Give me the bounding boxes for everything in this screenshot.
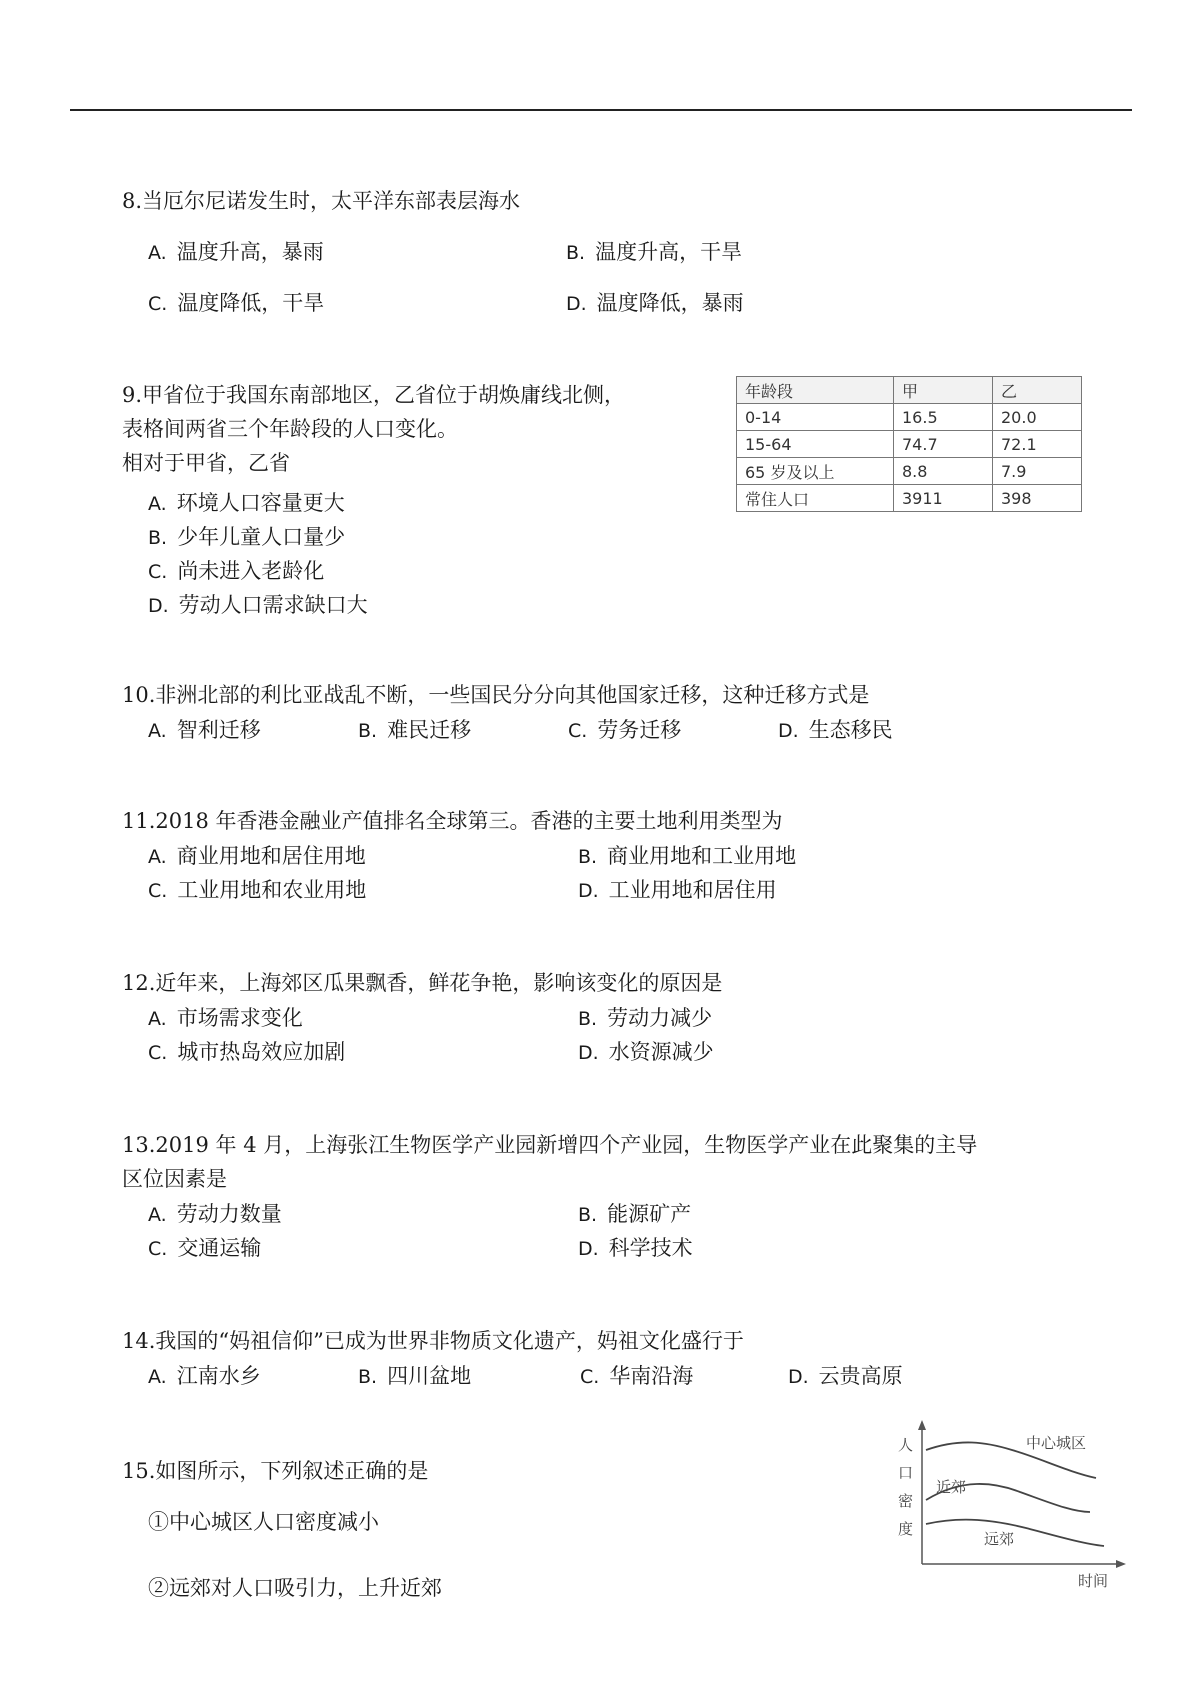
option-d[interactable]: D. 云贵高原	[788, 1364, 903, 1388]
population-density-figure	[890, 1420, 1130, 1592]
option-c[interactable]: C. 劳务迁移	[568, 718, 682, 742]
table-row	[737, 431, 1082, 458]
table-cell: 7.9	[993, 458, 1082, 485]
table-cell: 20.0	[993, 404, 1082, 431]
question-13	[122, 1128, 977, 1196]
y-axis-label-char: 人	[898, 1436, 914, 1454]
y-axis-label-char: 密	[898, 1492, 914, 1510]
option-c[interactable]: C. 华南沿海	[580, 1364, 694, 1388]
question-stem: 14.我国的“妈祖信仰”已成为世界非物质文化遗产，妈祖文化盛行于	[122, 1329, 744, 1353]
statement-2[interactable]: ②远郊对人口吸引力，上升近郊	[148, 1576, 442, 1600]
table-header-cell: 乙	[993, 377, 1082, 404]
table-row	[737, 485, 1082, 512]
curve-label: 远郊	[984, 1530, 1015, 1548]
option-d[interactable]: D. 工业用地和居住用	[578, 878, 777, 902]
option-b[interactable]: B. 能源矿产	[578, 1202, 692, 1226]
option-d[interactable]: D. 温度降低，暴雨	[566, 291, 744, 315]
table-cell: 65 岁及以上	[737, 458, 894, 485]
table-header-cell: 甲	[894, 377, 993, 404]
option-b[interactable]: B. 温度升高，干旱	[566, 240, 743, 264]
question-stem: 15.如图所示，下列叙述正确的是	[122, 1459, 429, 1483]
option-a[interactable]: A. 商业用地和居住用地	[148, 844, 366, 868]
question-stem-line: 13.2019 年 4 月，上海张江生物医学产业园新增四个产业园，生物医学产业在此聚集的主导	[122, 1133, 978, 1157]
option-d[interactable]: D. 水资源减少	[578, 1040, 714, 1064]
option-d[interactable]: D. 科学技术	[578, 1236, 693, 1260]
population-table	[736, 376, 1082, 512]
curve-label: 近郊	[936, 1478, 967, 1496]
option-b[interactable]: B. 难民迁移	[358, 718, 472, 742]
question-14	[122, 1324, 744, 1358]
question-stem: 11.2018 年香港金融业产值排名全球第三。香港的主要土地利用类型为	[122, 809, 783, 833]
y-axis-label-char: 口	[898, 1464, 914, 1482]
option-d[interactable]: D. 劳动人口需求缺口大	[148, 593, 368, 617]
option-b[interactable]: B. 劳动力减少	[578, 1006, 713, 1030]
option-a[interactable]: A. 环境人口容量更大	[148, 491, 345, 515]
option-c[interactable]: C. 尚未进入老龄化	[148, 559, 325, 583]
table-cell: 15-64	[737, 431, 894, 458]
table-cell: 常住人口	[737, 485, 894, 512]
option-a[interactable]: A. 江南水乡	[148, 1364, 261, 1388]
question-11	[122, 804, 783, 838]
x-axis-label: 时间	[1078, 1572, 1109, 1590]
question-10	[122, 678, 869, 712]
header-rule	[70, 109, 1132, 111]
table-cell: 398	[993, 485, 1082, 512]
question-stem-line: 区位因素是	[122, 1167, 227, 1191]
y-axis-arrow-icon	[918, 1420, 926, 1430]
option-b[interactable]: B. 少年儿童人口量少	[148, 525, 346, 549]
option-a[interactable]: A. 劳动力数量	[148, 1202, 282, 1226]
question-8	[122, 184, 520, 218]
question-stem: 8.当厄尔尼诺发生时，太平洋东部表层海水	[122, 189, 521, 213]
option-c[interactable]: C. 城市热岛效应加剧	[148, 1040, 346, 1064]
table-header-cell: 年龄段	[737, 377, 894, 404]
question-stem-line: 9.甲省位于我国东南部地区，乙省位于胡焕庸线北侧，	[122, 383, 626, 407]
option-c[interactable]: C. 温度降低，干旱	[148, 291, 325, 315]
question-9	[122, 378, 625, 480]
table-cell: 16.5	[894, 404, 993, 431]
question-stem-line: 相对于甲省，乙省	[122, 451, 290, 475]
question-stem-line: 表格间两省三个年龄段的人口变化。	[122, 417, 458, 441]
question-15	[122, 1454, 428, 1488]
option-a[interactable]: A. 市场需求变化	[148, 1006, 303, 1030]
table-cell: 8.8	[894, 458, 993, 485]
statement-1[interactable]: ①中心城区人口密度减小	[148, 1510, 379, 1534]
x-axis-arrow-icon	[1116, 1560, 1126, 1568]
table-row	[737, 404, 1082, 431]
option-c[interactable]: C. 交通运输	[148, 1236, 262, 1260]
option-a[interactable]: A. 温度升高，暴雨	[148, 240, 324, 264]
option-b[interactable]: B. 商业用地和工业用地	[578, 844, 797, 868]
table-cell: 72.1	[993, 431, 1082, 458]
question-12	[122, 966, 722, 1000]
option-c[interactable]: C. 工业用地和农业用地	[148, 878, 367, 902]
table-cell: 3911	[894, 485, 993, 512]
option-b[interactable]: B. 四川盆地	[358, 1364, 472, 1388]
option-d[interactable]: D. 生态移民	[778, 718, 893, 742]
table-header-row	[737, 377, 1082, 404]
question-stem: 10.非洲北部的利比亚战乱不断，一些国民分分向其他国家迁移，这种迁移方式是	[122, 683, 870, 707]
y-axis-label-char: 度	[898, 1520, 914, 1538]
curve-label: 中心城区	[1026, 1434, 1087, 1452]
question-stem: 12.近年来，上海郊区瓜果飘香，鲜花争艳，影响该变化的原因是	[122, 971, 723, 995]
table-cell: 74.7	[894, 431, 993, 458]
table-cell: 0-14	[737, 404, 894, 431]
curve-far-suburb	[926, 1520, 1104, 1546]
option-a[interactable]: A. 智利迁移	[148, 718, 261, 742]
table-row	[737, 458, 1082, 485]
